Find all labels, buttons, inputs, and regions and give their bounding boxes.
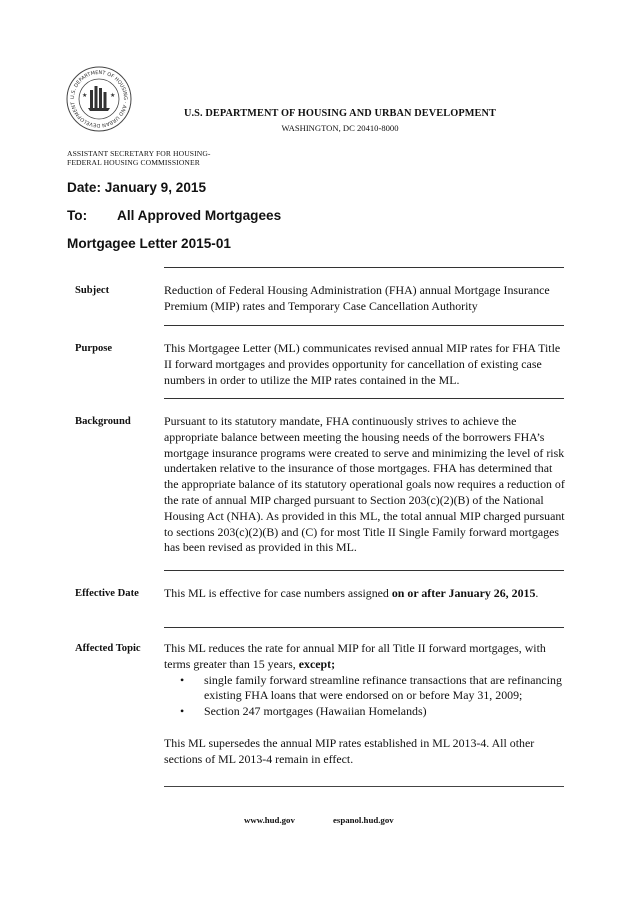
affected-topic-closing: This ML supersedes the annual MIP rates established in ML 2013-4. All other sections of ML 2013-4 remain in effect. [164, 735, 535, 766]
agency-header [150, 108, 530, 133]
affected-topic-bullets [164, 673, 568, 720]
letter-title: Mortgagee Letter 2015-01 [67, 236, 231, 251]
purpose-body: This Mortgagee Letter (ML) communicates revised annual MIP rates for FHA Title II forward mortgages and provides opportunity for cancellation of existing case numbers in order to utilize the MIP rates contained in the ML. [164, 341, 561, 387]
list-item [164, 704, 568, 720]
agency-name: U.S. DEPARTMENT OF HOUSING AND URBAN DEVELOPMENT [183, 108, 497, 119]
bullet-icon: • [180, 704, 185, 719]
effective-date-bold: on or after January 26, 2015 [391, 586, 536, 600]
to-label: To: [67, 208, 88, 223]
affected-topic-body [164, 641, 568, 768]
office-line-2: FEDERAL HOUSING COMMISSIONER [67, 158, 200, 168]
bullet-text: Section 247 mortgages (Hawaiian Homelands) [204, 704, 427, 719]
list-item [164, 673, 568, 705]
background-body: Pursuant to its statutory mandate, FHA continuously strives to achieve the appropriate balance between meeting the housing needs of the borrowers FHA’s mortgage insurance programs were created to serve and minimizing the level of risk undertaken relative to the insurance of those mortgages. FHA has determined that the appropriate balance of its statutory operational goals now requires a reduction of the rate of annual MIP charged pursuant to Section 203(c)(2)(B) of the National Housing Act (NHA). As provided in this ML, the total annual MIP charged pursuant to sections 203(c)(2)(B) and (C) for most Title II Single Family forward mortgages has been revised as provided in this ML. [164, 414, 565, 555]
affected-topic-intro [164, 641, 568, 673]
subject-body: Reduction of Federal Housing Administration (FHA) annual Mortgage Insurance Premium (MIP) rates and Temporary Case Cancellation Authority [164, 283, 550, 313]
effective-date-label: Effective Date [75, 588, 139, 599]
purpose-label: Purpose [75, 343, 113, 354]
letter-recipient [67, 208, 281, 223]
subject-label: Subject [75, 285, 110, 296]
background-label: Background [75, 416, 131, 427]
hud-seal-logo [66, 66, 132, 132]
effective-date-prefix: This ML is effective for case numbers assigned [164, 586, 392, 600]
svg-text:★: ★ [82, 92, 88, 99]
section-divider [164, 398, 564, 399]
to-value: All Approved Mortgagees [117, 208, 282, 223]
affected-topic-intro-bold: except; [298, 656, 336, 671]
letter-date: Date: January 9, 2015 [67, 180, 207, 195]
office-title [67, 149, 211, 168]
footer-link-espanol[interactable]: espanol.hud.gov [333, 815, 394, 825]
effective-date-suffix: . [535, 586, 539, 600]
bullet-icon: • [180, 672, 185, 687]
section-divider [164, 267, 564, 268]
seal-ring-text: U.S. DEPARTMENT OF HOUSING · AND URBAN DEVELOPMENT [69, 69, 129, 129]
section-divider [164, 627, 564, 628]
section-divider [164, 325, 564, 326]
affected-topic-label: Affected Topic [75, 643, 141, 654]
closing-rule [164, 786, 564, 787]
footer-link-hud[interactable]: www.hud.gov [244, 815, 295, 825]
affected-topic-intro-text: This ML reduces the rate for annual MIP for all Title II forward mortgages, with terms greater than 15 years, [164, 641, 546, 671]
bullet-text: single family forward streamline refinance transactions that are refinancing existing FHA loans that were endorsed on or before May 31, 2009; [204, 672, 562, 703]
office-line-1: ASSISTANT SECRETARY FOR HOUSING- [67, 149, 211, 158]
section-divider [164, 570, 564, 571]
svg-text:★: ★ [110, 92, 116, 99]
effective-date-body [164, 586, 568, 602]
agency-address: WASHINGTON, DC 20410-8000 [281, 123, 399, 133]
